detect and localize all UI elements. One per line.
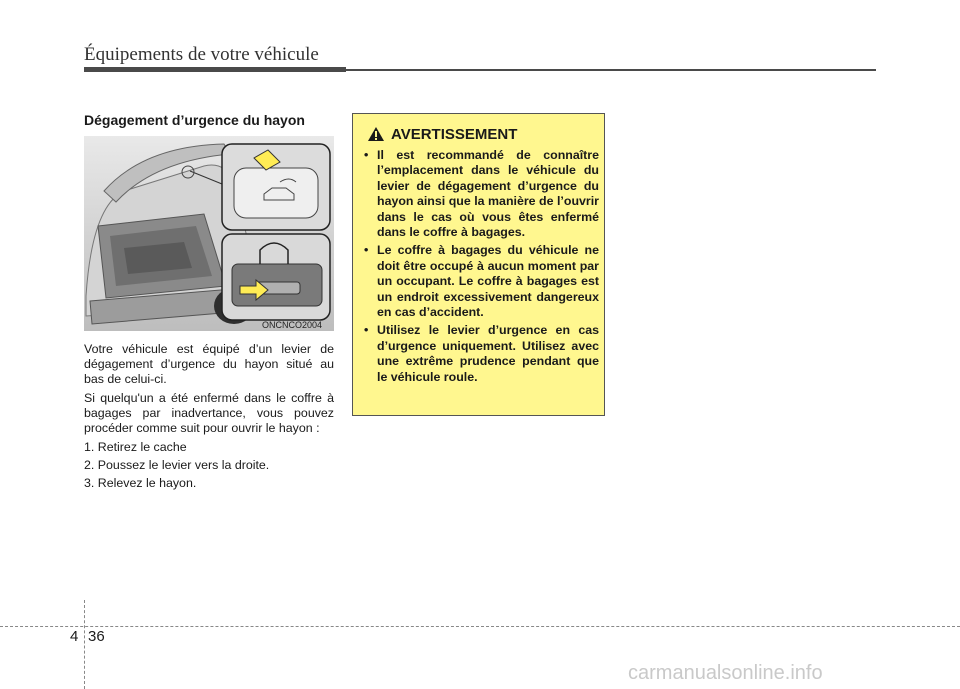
paragraph: Si quelqu'un a été enfermé dans le coffre à bagages par inadvertance, vous pouvez procéder comme suit pour ouvrir le hayon :: [84, 391, 334, 435]
warning-item: • Il est recommandé de connaître l’emplacement dans le véhicule du levier de dégagement d’urgence du hayon ainsi que la manière de l’ouvrir dans le cas où vous êtes enfermé dans le coffre à bagages.: [363, 148, 599, 240]
step-item: 2. Poussez le levier vers la droite.: [84, 458, 270, 472]
footer-divider: [84, 600, 85, 689]
header-title: Équipements de votre véhicule: [84, 44, 319, 65]
warning-list: [363, 148, 599, 388]
steps-list: [84, 440, 334, 491]
figure-code: ONCNCO2004: [262, 320, 323, 330]
watermark: carmanualsonline.info: [628, 662, 823, 684]
warning-triangle-icon: [367, 126, 385, 142]
chapter-number: 4: [70, 628, 79, 645]
step-item: 3. Relevez le hayon.: [84, 476, 197, 490]
section-heading: Dégagement d’urgence du hayon: [84, 112, 305, 128]
tailgate-release-illustration: [84, 136, 334, 331]
header-rule-thick: [84, 67, 346, 72]
warning-box: [352, 113, 605, 416]
body-text: [84, 342, 334, 494]
footer-rule: [0, 626, 960, 627]
step-item: 1. Retirez le cache: [84, 440, 187, 454]
paragraph: Votre véhicule est équipé d’un levier de dégagement d’urgence du hayon situé au bas de celui-ci.: [84, 342, 334, 386]
page-number: 36: [88, 628, 105, 645]
warning-item: • Le coffre à bagages du véhicule ne doit être occupé à aucun moment par un occupant. Le coffre à bagages est un endroit excessivement dangereux en cas d’accident.: [363, 243, 599, 320]
header-rule-thin: [346, 69, 876, 71]
warning-title: AVERTISSEMENT: [391, 126, 518, 143]
warning-item: • Utilisez le levier d’urgence en cas d’urgence uniquement. Utilisez avec une extrême prudence pendant que le véhicule roule.: [363, 323, 599, 385]
